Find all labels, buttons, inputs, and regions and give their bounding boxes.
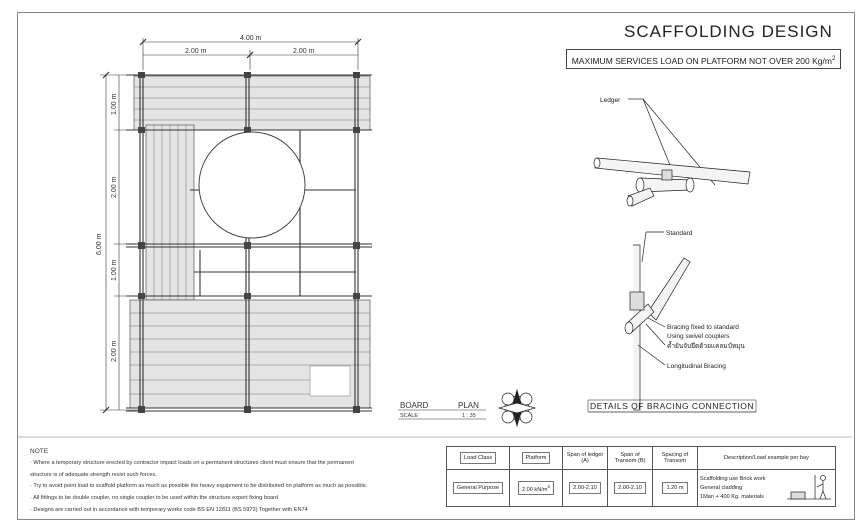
- note-line: · Try to avoid point load to scaffold platform as much as possible the heavy equipment to be distributed on platform as much as possible.: [30, 483, 368, 490]
- cell-text: 2.00-2.10: [569, 482, 601, 494]
- header-spacing-transom: Spacing of Transom: [653, 447, 698, 470]
- desc-line: Scaffolding use Brick work: [700, 475, 766, 482]
- table-header-row: [447, 447, 836, 470]
- header-platform: [510, 447, 563, 470]
- ledger-label: Ledger: [600, 97, 621, 104]
- header-text: Platform: [522, 452, 551, 464]
- note-line: · Designs are carried out in accordance with temporary works code BS EN 12811 (BS 5973) Together with EN74: [30, 506, 308, 513]
- dim-seg-1: 1.00 m: [111, 93, 118, 115]
- cell-platform: [510, 470, 563, 507]
- cell-text: General Purpose: [453, 482, 503, 494]
- cell-text: 1.20 m: [662, 482, 687, 494]
- cell-span-ledger: [563, 470, 608, 507]
- max-load-text: MAXIMUM SERVICES LOAD ON PLATFORM NOT OVER 200 Kg/m: [571, 55, 832, 66]
- note-line: structure is of adequate strength resist such forces.: [30, 471, 157, 478]
- notes-heading: NOTE: [30, 448, 49, 455]
- worker-illustration-icon: [785, 473, 833, 503]
- dim-half-width-2: 2.00 m: [293, 48, 315, 55]
- cell-span-transom: [608, 470, 653, 507]
- dim-seg-3: 1.00 m: [111, 259, 118, 281]
- dim-seg-2: 2.00 m: [111, 176, 118, 198]
- cell-text: 2.00-2.10: [614, 482, 646, 494]
- header-load-class: [447, 447, 510, 470]
- dim-total-width: 4.00 m: [240, 35, 262, 42]
- board-label: BOARD: [400, 401, 429, 410]
- cell-spacing: [653, 470, 698, 507]
- cell-text: 2.00 kN/m: [521, 486, 548, 493]
- desc-line: General cladding: [700, 484, 743, 491]
- max-load-unit-sup: 2: [831, 56, 836, 62]
- dim-total-height: 6.00 m: [96, 233, 103, 255]
- longitudinal-bracing-label: Longitudinal Bracing: [667, 363, 726, 370]
- scale-value: 1 : 35: [462, 413, 476, 419]
- header-text: Load Class: [460, 452, 496, 464]
- table-row: [447, 470, 836, 507]
- dim-half-width-1: 2.00 m: [185, 48, 207, 55]
- cell-description: [698, 470, 836, 507]
- standard-label: Standard: [666, 230, 693, 237]
- note-line: · All fittings to be double coupler, no single coupler to be used within the structure expert fixing board: [30, 495, 279, 502]
- detail-caption: DETAILS OF BRACING CONNECTION: [590, 401, 755, 411]
- load-class-table: [446, 446, 836, 507]
- bracing-label-thai: ค้ำยันจับยึดด้วยแคลมป์หมุน: [667, 343, 745, 350]
- header-span-ledger: Span of ledger (A): [563, 447, 608, 470]
- bracing-label-1: Bracing fixed to standard: [667, 324, 739, 331]
- scale-label: SCALE: [400, 413, 419, 419]
- header-span-transom: Span of Transom (B): [608, 447, 653, 470]
- cell-load-class: [447, 470, 510, 507]
- dim-seg-4: 2.00 m: [111, 340, 118, 362]
- notes-block: [30, 446, 440, 517]
- header-description: Description/Load example per bay: [698, 447, 836, 470]
- desc-line: 1Man + 400 Kg. materials: [700, 493, 764, 500]
- note-line: · Where a temporary structure erected by contractor impact loads on a permanent structures client must ensure that the permanent: [30, 459, 354, 466]
- plan-label: PLAN: [458, 401, 479, 410]
- cell-sup: 2: [547, 483, 551, 489]
- bracing-label-2: Using swivel couplers: [667, 333, 730, 340]
- drawing-title: SCAFFOLDING DESIGN: [624, 22, 833, 41]
